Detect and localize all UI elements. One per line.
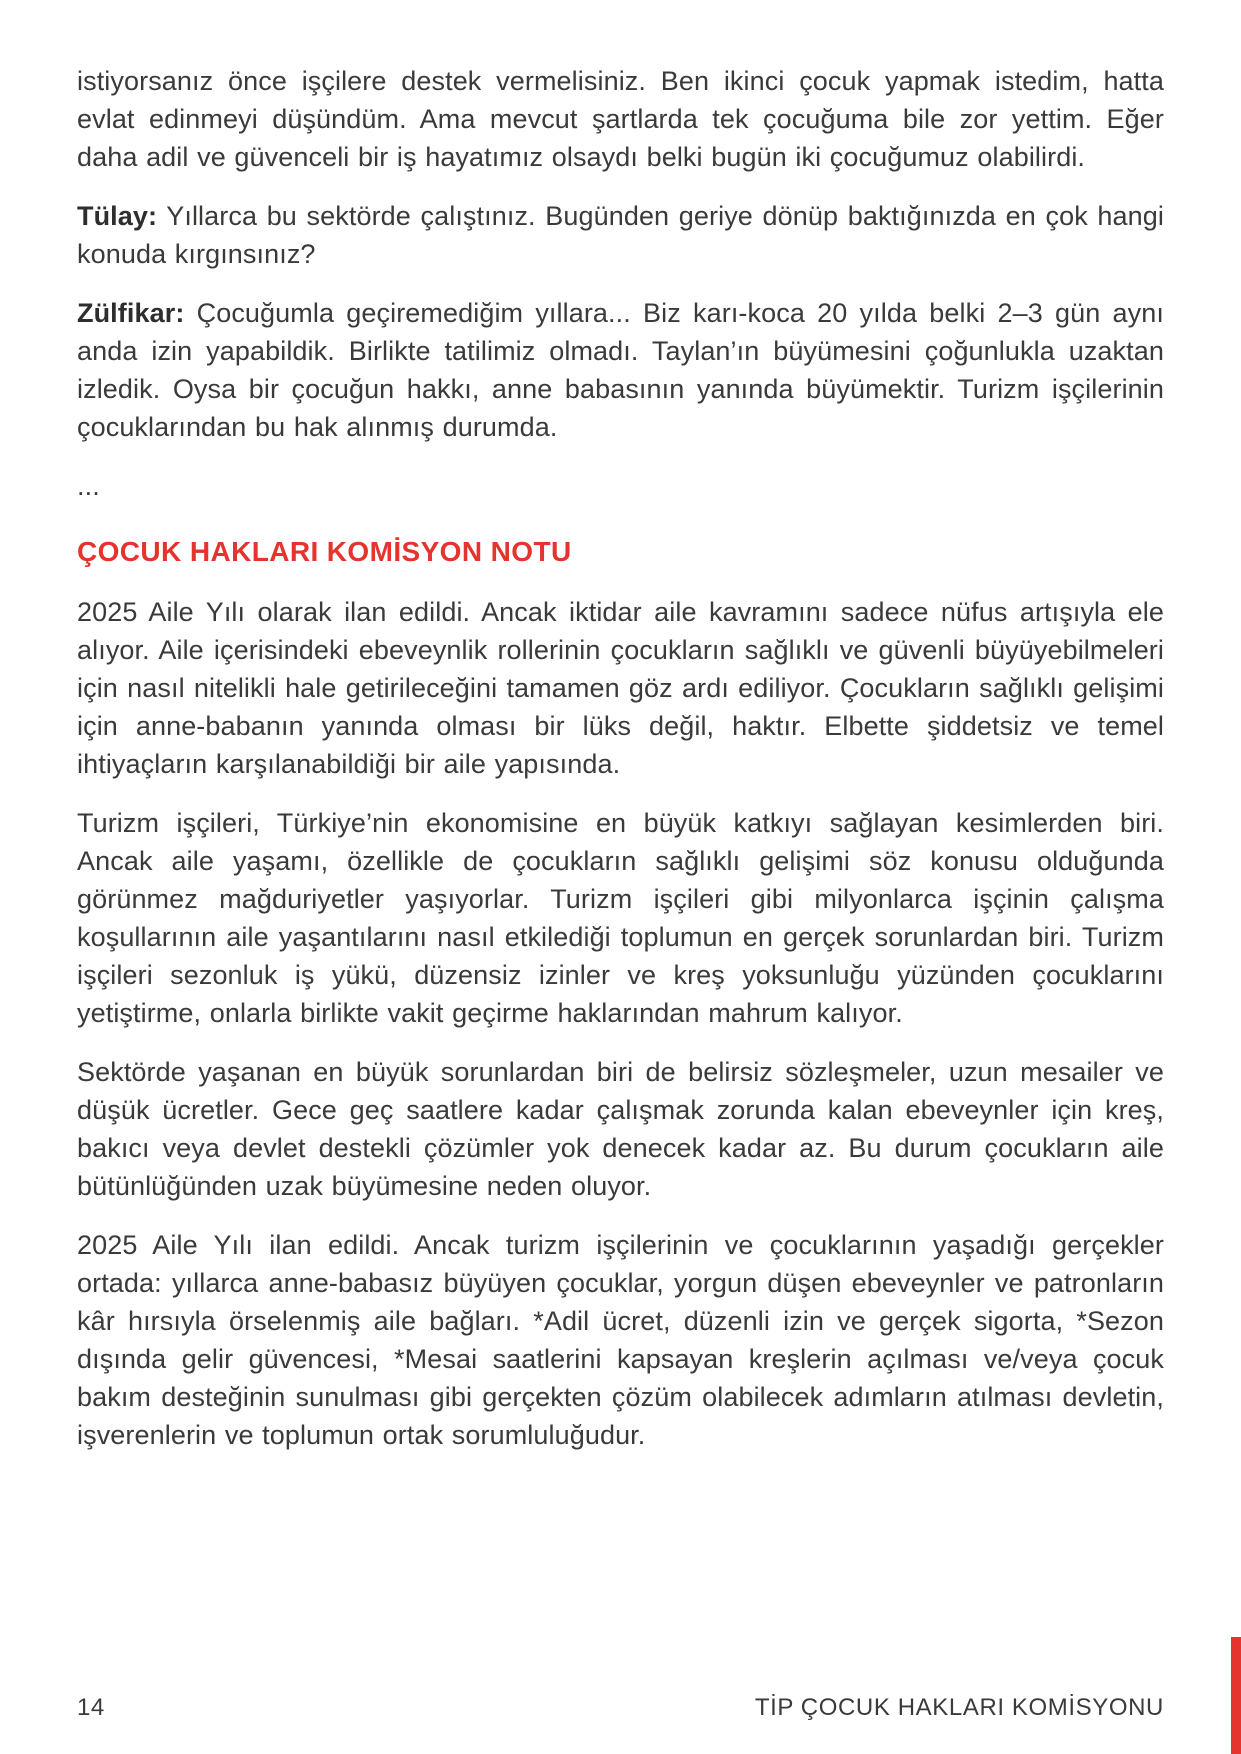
red-edge-bar <box>1231 1637 1241 1754</box>
page-number: 14 <box>77 1694 105 1721</box>
ellipsis-paragraph: ... <box>77 471 100 501</box>
paragraph-text: Çocuğumla geçiremediğim yıllara... Biz karı-koca 20 yılda belki 2–3 gün aynı anda izin yapabildik. Birlikte tatilimiz olmadı. Taylan’ın büyümesini çoğunlukla uzaktan izledik. Oysa bir çocuğun hakkı, anne babasının yanında büyümektir. Turizm işçilerinin çocuklarından bu hak alınmış durumda. <box>77 298 1164 442</box>
note-paragraph: Turizm işçileri, Türkiye’nin ekonomisine en büyük katkıyı sağlayan kesimlerden biri. Ancak aile yaşamı, özellikle de çocukların sağlıklı gelişimi söz konusu olduğunda görünmez mağduriyetler yaşıyorlar. Turizm işçileri gibi milyonlarca işçinin çalışma koşullarının aile yaşantılarını nasıl etkilediği toplumun en gerçek sorunlardan biri. Turizm işçileri sezonluk iş yükü, düzensiz izinler ve kreş yoksunluğu yüzünden çocuklarını yetiştirme, onlarla birlikte vakit geçirme haklarından mahrum kalıyor. <box>77 808 1164 1028</box>
note-paragraph: Sektörde yaşanan en büyük sorunlardan biri de belirsiz sözleşmeler, uzun mesailer ve düşük ücretler. Gece geç saatlere kadar çalışmak zorunda kalan ebeveynler için kreş, bakıcı veya devlet destekli çözümler yok denecek kadar az. Bu durum çocukların aile bütünlüğünden uzak büyümesine neden oluyor. <box>77 1057 1164 1201</box>
paragraph-text: Yıllarca bu sektörde çalıştınız. Bugünden geriye dönüp baktığınızda en çok hangi konuda kırgınsınız? <box>77 201 1164 269</box>
footer-title: TİP ÇOCUK HAKLARI KOMİSYONU <box>754 1694 1164 1721</box>
interview-question-paragraph <box>77 197 1164 273</box>
note-paragraph: 2025 Aile Yılı ilan edildi. Ancak turizm işçilerinin ve çocuklarının yaşadığı gerçekler ortada: yıllarca anne-babasız büyüyen çocuklar, yorgun düşen ebeveynler ve patronların kâr hırsıyla örselenmiş aile bağları. *Adil ücret, düzenli izin ve gerçek sigorta, *Sezon dışında gelir güvencesi, *Mesai saatlerini kapsayan kreşlerin açılması ve/veya çocuk bakım desteğinin sunulması gibi gerçekten çözüm olabilecek adımların atılması devletin, işverenlerin ve toplumun ortak sorumluluğudur. <box>77 1230 1164 1450</box>
note-paragraph: 2025 Aile Yılı olarak ilan edildi. Ancak iktidar aile kavramını sadece nüfus artışıyla ele alıyor. Aile içerisindeki ebeveynlik rollerinin çocukların sağlıklı ve güvenli büyüyebilmeleri için nasıl nitelikli hale getirileceğini tamamen göz ardı ediliyor. Çocukların sağlıklı gelişimi için anne-babanın yanında olması bir lüks değil, haktır. Elbette şiddetsiz ve temel ihtiyaçların karşılanabildiği bir aile yapısında. <box>77 597 1164 779</box>
speaker-name: Tülay: <box>77 201 158 231</box>
intro-paragraph: istiyorsanız önce işçilere destek vermelisiniz. Ben ikinci çocuk yapmak istedim, hatta evlat edinmeyi düşündüm. Ama mevcut şartlarda tek çocuğuma bile zor yettim. Eğer daha adil ve güvenceli bir iş hayatımız olsaydı belki bugün iki çocuğumuz olabilirdi. <box>77 66 1164 172</box>
section-heading: ÇOCUK HAKLARI KOMİSYON NOTU <box>77 536 572 567</box>
page-content <box>77 62 1164 1475</box>
speaker-name: Zülfikar: <box>77 298 185 328</box>
page-footer <box>77 1694 1164 1722</box>
interview-answer-paragraph <box>77 294 1164 446</box>
